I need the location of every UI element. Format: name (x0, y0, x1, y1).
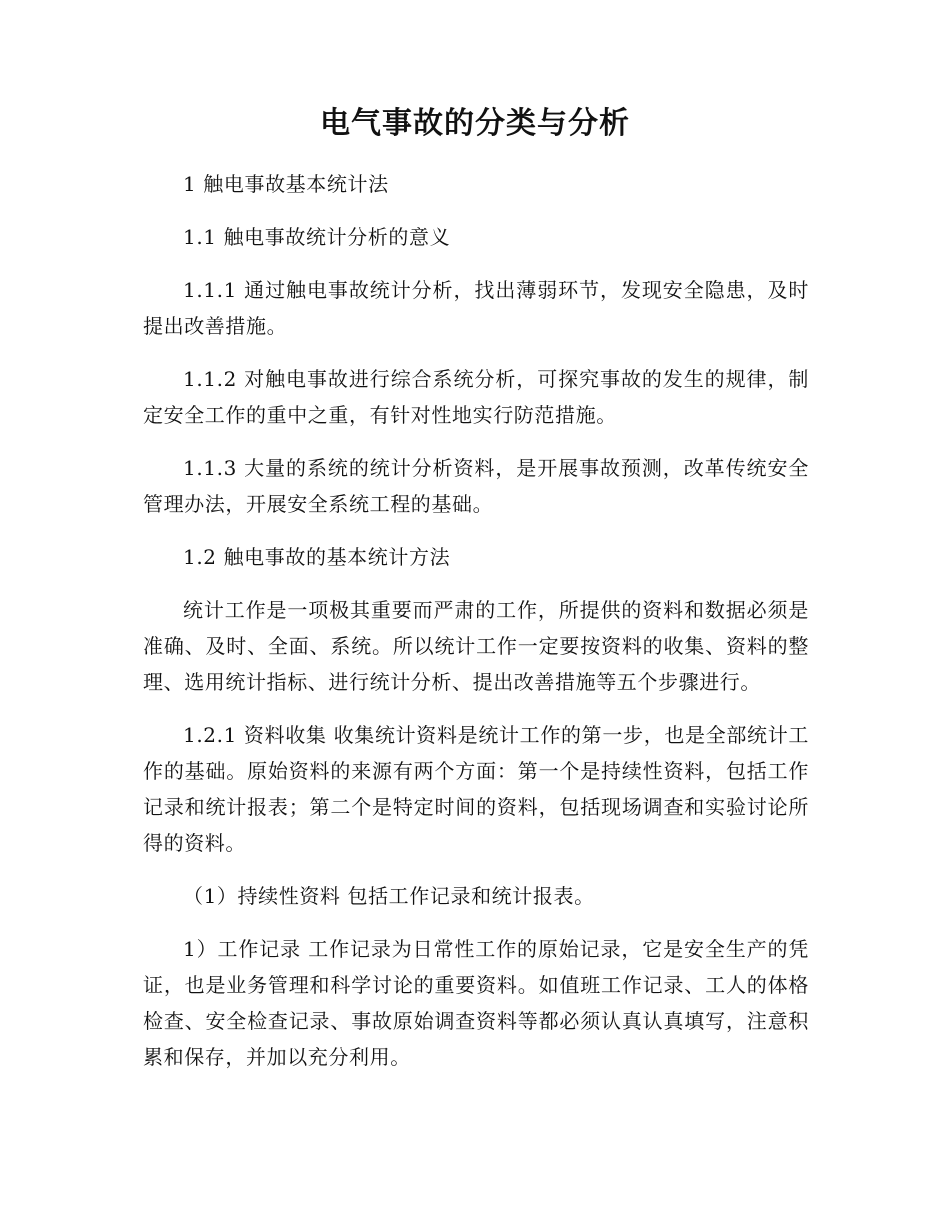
document-title: 电气事故的分类与分析 (320, 106, 630, 141)
heading-1-1: 1.1 触电事故统计分析的意义 (183, 225, 451, 249)
heading-1-2: 1.2 触电事故的基本统计方法 (183, 545, 451, 569)
paragraph-continuous-data: （1）持续性资料 包括工作记录和统计报表。 (183, 884, 595, 908)
paragraph-1-2-1: 1.2.1 资料收集 收集统计资料是统计工作的第一步，也是全部统计工作的基础。原始资料的来源有两个方面：第一个是持续性资料，包括工作记录和统计报表；第二个是特定时间的资料，包括现场调查和实验讨论所得的资料。 (143, 723, 809, 855)
document-body (143, 166, 809, 1092)
paragraph-1-1-3: 1.1.3 大量的系统的统计分析资料，是开展事故预测，改革传统安全管理办法，开展安全系统工程的基础。 (143, 456, 809, 516)
paragraph-statistics-intro: 统计工作是一项极其重要而严肃的工作，所提供的资料和数据必须是准确、及时、全面、系统。所以统计工作一定要按资料的收集、资料的整理、选用统计指标、进行统计分析、提出改善措施等五个步骤进行。 (143, 598, 809, 694)
heading-1: 1 触电事故基本统计法 (183, 172, 389, 196)
paragraph-work-records: 1）工作记录 工作记录为日常性工作的原始记录，它是安全生产的凭证，也是业务管理和科学讨论的重要资料。如值班工作记录、工人的体格检查、安全检查记录、事故原始调查资料等都必须认真认真填写，注意积累和保存，并加以充分利用。 (143, 937, 809, 1069)
paragraph-1-1-2: 1.1.2 对触电事故进行综合系统分析，可探究事故的发生的规律，制定安全工作的重中之重，有针对性地实行防范措施。 (143, 367, 809, 427)
paragraph-1-1-1: 1.1.1 通过触电事故统计分析，找出薄弱环节，发现安全隐患，及时提出改善措施。 (143, 278, 809, 338)
